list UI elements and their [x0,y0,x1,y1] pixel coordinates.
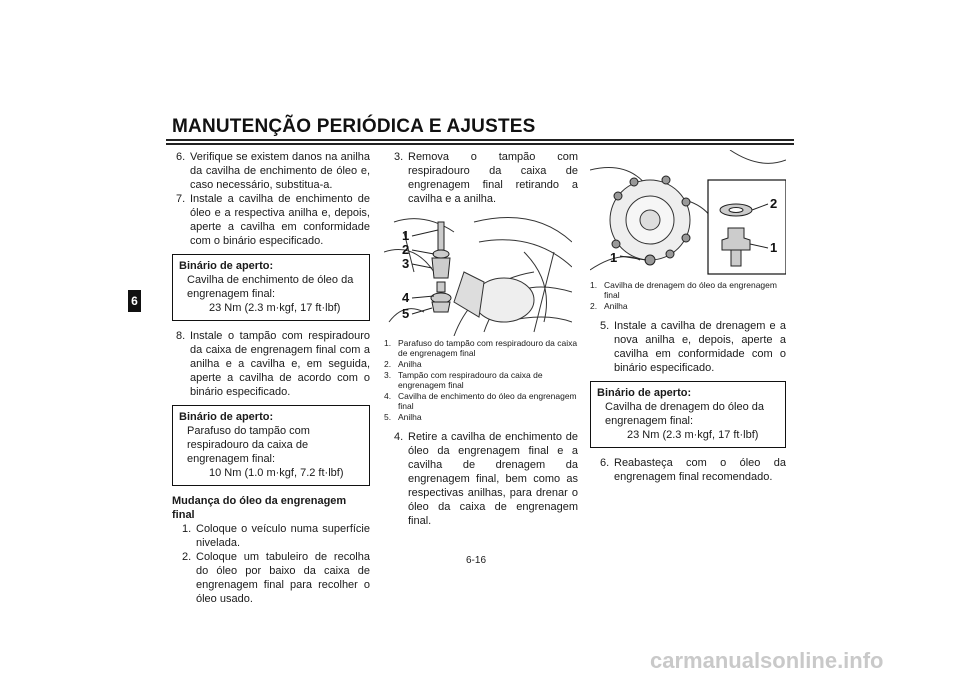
figure-label: 1 [610,250,618,265]
step-text: Reabasteça com o óleo da engrenagem final recomendado. [614,457,786,483]
torque-value: 10 Nm (1.0 m·kgf, 7.2 ft·lbf) [209,467,344,479]
step-4 [384,430,578,528]
chapter-tab: 6 [128,290,141,312]
step-text: Retire a cavilha de enchimento de óleo da engrenagem final e a cavilha de drenagem da engrenagem final, bem como as respectivas anilhas, para drenar o óleo da caixa de engrenagem final. [408,431,578,527]
step-number: 6. [600,457,610,469]
drain-bolt-illustration [590,150,786,278]
step-text: Instale a cavilha de enchimento de óleo e a respectiva anilha e, depois, aperte a cavilha em conformidade com o binário especificado. [190,193,370,247]
caption-number: 3. [384,370,392,380]
torque-value: 23 Nm (2.3 m·kgf, 17 ft·lbf) [209,302,341,314]
figure-drain-bolt [590,150,786,278]
step-8 [172,329,370,399]
section-heading: Mudança do óleo da engrenagem final [172,495,347,521]
step-5 [590,319,786,375]
caption-text: Cavilha de enchimento do óleo da engrenagem final [398,391,577,411]
figure-label: 2 [770,196,778,211]
figure-label: 5 [402,306,410,321]
torque-description: Cavilha de drenagem do óleo da engrenagem final: [605,401,765,427]
caption-number: 4. [384,391,392,401]
caption-number: 1. [384,338,392,348]
caption [384,338,578,358]
column-3 [590,150,786,484]
breather-cap-illustration [384,212,572,336]
caption [590,301,786,311]
step-text: Coloque um tabuleiro de recolha do óleo por baixo da caixa de engrenagem final para recolher o óleo usado. [196,551,370,605]
caption [590,280,786,300]
torque-box-3 [590,381,786,448]
step-number: 2. [182,551,192,563]
caption-number: 1. [590,280,598,290]
figure-label: 1 [770,240,778,255]
torque-description: Parafuso do tampão com respiradouro da caixa de engrenagem final: [187,425,310,465]
step-number: 3. [394,151,404,163]
figure-captions [590,280,786,311]
caption-text: Anilha [398,359,422,369]
figure-breather-cap [384,212,578,336]
caption [384,412,578,422]
step-1 [172,522,370,550]
step-2 [172,550,370,606]
step-7 [172,192,370,248]
step-number: 8. [176,330,186,342]
column-2 [384,150,578,528]
caption [384,391,578,411]
torque-box-2 [172,405,370,486]
caption-text: Anilha [398,412,422,422]
torque-heading: Binário de aperto: [597,387,692,399]
torque-heading: Binário de aperto: [179,411,274,423]
title-rule-bottom [166,143,794,145]
step-3 [384,150,578,206]
figure-label: 2 [402,242,410,257]
step-number: 1. [182,523,192,535]
step-number: 4. [394,431,404,443]
caption-text: Tampão com respiradouro da caixa de engrenagem final [398,370,543,390]
figure-label: 1 [402,228,410,243]
column-1 [172,150,370,606]
figure-captions [384,338,578,422]
watermark: carmanualsonline.info [650,648,884,673]
torque-value: 23 Nm (2.3 m·kgf, 17 ft·lbf) [627,429,759,441]
torque-box-1 [172,254,370,321]
step-text: Instale o tampão com respiradouro da caixa de engrenagem final com a anilha e a cavilha e, em seguida, aperte a cavilha de acordo com o binário especificado. [190,330,370,398]
title-rule-top [166,139,794,141]
step-6-refill [590,456,786,484]
caption-text: Cavilha de drenagem do óleo da engrenagem final [604,280,777,300]
torque-heading: Binário de aperto: [179,260,274,272]
caption-number: 2. [590,301,598,311]
step-number: 7. [176,193,186,205]
step-text: Coloque o veículo numa superfície nivelada. [196,523,370,549]
page-title: MANUTENÇÃO PERIÓDICA E AJUSTES [172,116,536,137]
step-text: Verifique se existem danos na anilha da cavilha de enchimento de óleo e, caso necessário, substitua-a. [190,151,370,191]
caption [384,359,578,369]
step-text: Instale a cavilha de drenagem e a nova anilha e, depois, aperte a cavilha em conformidade com o binário especificado. [614,320,786,374]
caption [384,370,578,390]
caption-text: Anilha [604,301,628,311]
caption-text: Parafuso do tampão com respiradouro da caixa de engrenagem final [398,338,578,358]
caption-number: 5. [384,412,392,422]
step-text: Remova o tampão com respiradouro da caixa de engrenagem final retirando a cavilha e a anilha. [408,151,578,205]
figure-label: 3 [402,256,410,271]
caption-number: 2. [384,359,392,369]
figure-label: 4 [402,290,410,305]
torque-description: Cavilha de enchimento de óleo da engrenagem final: [187,274,354,300]
step-number: 5. [600,320,610,332]
page-number: 6-16 [466,555,487,566]
step-number: 6. [176,151,186,163]
step-6 [172,150,370,192]
